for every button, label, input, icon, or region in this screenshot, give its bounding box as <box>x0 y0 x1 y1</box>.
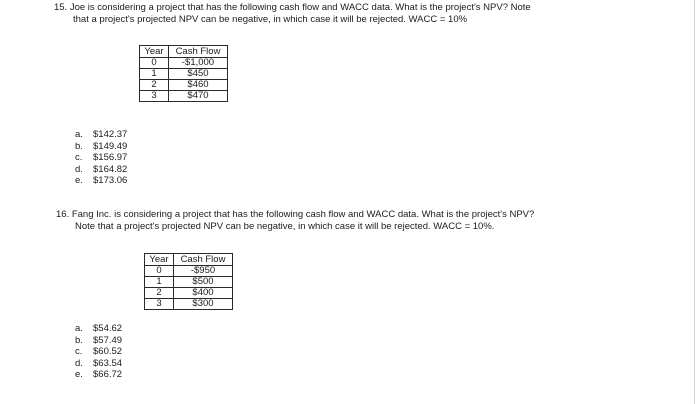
option-value: $57.49 <box>93 334 123 346</box>
cash-flow-cell: $470 <box>169 91 228 102</box>
option-letter: d. <box>75 163 83 175</box>
question-16-options <box>75 323 122 381</box>
option-value: $149.49 <box>93 140 128 152</box>
table-row <box>145 277 233 288</box>
year-cell: 0 <box>145 266 174 277</box>
option-value: $63.54 <box>93 357 123 369</box>
year-cell: 2 <box>145 288 174 299</box>
table-row <box>140 69 228 80</box>
option-letter: c. <box>75 152 83 163</box>
option-letter: e. <box>75 175 83 186</box>
option-letter: d. <box>75 357 83 369</box>
option-value: $54.62 <box>93 323 123 334</box>
question-15-line-2: that a project's projected NPV can be negative, in which case it will be rejected. WACC = 10% <box>73 14 468 25</box>
table-row <box>140 91 228 102</box>
question-15-line-1: 15. Joe is considering a project that has the following cash flow and WACC data. What is the project's NPV? Note <box>54 2 531 13</box>
table-row <box>140 58 228 69</box>
answer-option[interactable] <box>75 164 127 176</box>
option-letter: b. <box>75 334 83 346</box>
year-header: Year <box>145 254 174 266</box>
cash-flow-cell: $300 <box>174 299 233 310</box>
page-edge-divider <box>694 0 695 404</box>
question-16-line-2: Note that a project's projected NPV can be negative, in which case it will be rejected. WACC = 10%. <box>75 221 495 232</box>
year-cell: 1 <box>145 277 174 288</box>
option-letter: a. <box>75 323 83 334</box>
table-header-row <box>145 254 233 266</box>
cash-flow-header: Cash Flow <box>174 254 233 266</box>
question-16-prompt <box>56 209 534 233</box>
question-16-cash-flow-table <box>144 253 233 310</box>
year-cell: 0 <box>140 58 169 69</box>
question-15-prompt <box>54 2 531 26</box>
option-value: $66.72 <box>93 369 123 380</box>
question-15-options <box>75 129 127 187</box>
table-row <box>145 266 233 277</box>
cash-flow-cell: $500 <box>174 277 233 288</box>
answer-option[interactable] <box>75 175 127 187</box>
cash-flow-cell: -$950 <box>174 266 233 277</box>
table-row <box>140 80 228 91</box>
option-value: $164.82 <box>93 163 128 175</box>
answer-option[interactable] <box>75 323 122 335</box>
cash-flow-cell: -$1,000 <box>169 58 228 69</box>
answer-option[interactable] <box>75 141 127 153</box>
option-value: $156.97 <box>93 152 128 163</box>
option-value: $60.52 <box>93 346 123 357</box>
question-16-line-1: 16. Fang Inc. is considering a project that has the following cash flow and WACC data. What is the project's NPV? <box>56 209 535 220</box>
option-letter: e. <box>75 369 83 380</box>
option-value: $142.37 <box>93 129 128 140</box>
cash-flow-cell: $400 <box>174 288 233 299</box>
cash-flow-cell: $450 <box>169 69 228 80</box>
year-cell: 3 <box>145 299 174 310</box>
answer-option[interactable] <box>75 369 122 381</box>
answer-option[interactable] <box>75 346 122 358</box>
answer-option[interactable] <box>75 129 127 141</box>
year-cell: 3 <box>140 91 169 102</box>
answer-option[interactable] <box>75 358 122 370</box>
option-letter: b. <box>75 140 83 152</box>
option-letter: a. <box>75 129 83 140</box>
option-letter: c. <box>75 346 83 357</box>
cash-flow-cell: $460 <box>169 80 228 91</box>
question-15-cash-flow-table <box>139 45 228 102</box>
answer-option[interactable] <box>75 152 127 164</box>
answer-option[interactable] <box>75 335 122 347</box>
table-row <box>145 299 233 310</box>
table-row <box>145 288 233 299</box>
year-cell: 2 <box>140 80 169 91</box>
cash-flow-header: Cash Flow <box>169 46 228 58</box>
year-cell: 1 <box>140 69 169 80</box>
table-header-row <box>140 46 228 58</box>
year-header: Year <box>140 46 169 58</box>
option-value: $173.06 <box>93 175 128 186</box>
